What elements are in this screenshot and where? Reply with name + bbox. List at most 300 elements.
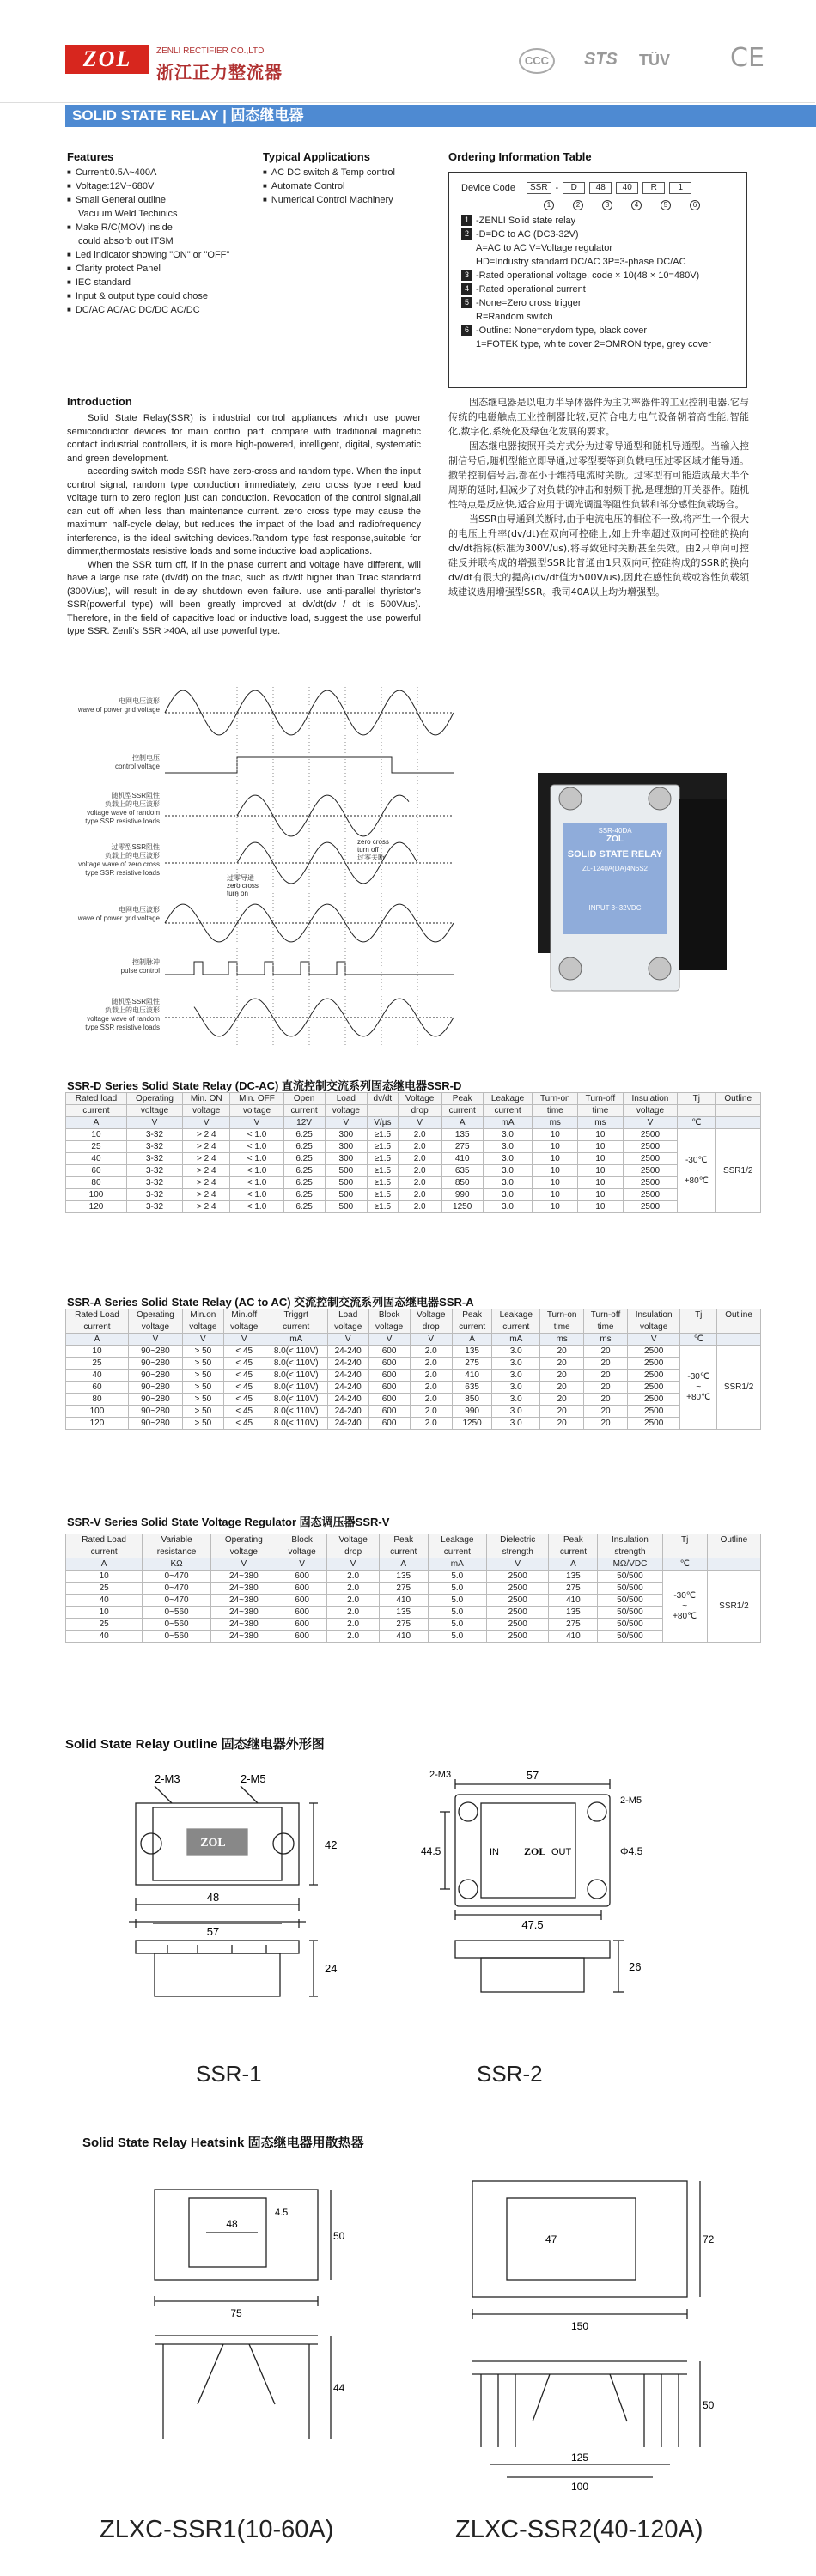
feature-item: ■ Make R/C(MOV) inside [67,221,239,234]
svg-text:100: 100 [570,2481,589,2493]
table-header-cell: Min. ON [183,1093,230,1105]
outline-title: Solid State Relay Outline 固态继电器外形图 [65,1737,325,1752]
table-cell: 2.0 [327,1619,379,1631]
svg-text:75: 75 [230,2307,242,2319]
table-header-cell: Operating [210,1534,277,1546]
table-header-cell: Turn-on [540,1309,584,1321]
table-cell: 2.0 [410,1406,452,1418]
svg-text:SOLID STATE RELAY: SOLID STATE RELAY [567,849,663,860]
svg-text:47: 47 [545,2233,557,2245]
table-unit-cell: A [452,1334,491,1346]
table-cell: 10 [578,1189,624,1201]
table-cell: 0~560 [143,1631,211,1643]
table-unit-cell [717,1334,761,1346]
heatsink1-drawing [137,2164,344,2499]
table-cell: 24~380 [210,1631,277,1643]
svg-text:57: 57 [526,1769,539,1782]
tj-value: -30℃ [685,1155,708,1165]
ordering-line [461,283,740,296]
table-unit-row [66,1558,761,1571]
table-header-cell [716,1105,761,1117]
table-header-cell: Voltage [327,1534,379,1546]
table-cell: 2500 [623,1153,678,1165]
table-row [66,1141,761,1153]
table-cell: 90~280 [128,1406,182,1418]
table-cell: 24~380 [210,1595,277,1607]
feature-item: ■ Current:0.5A~400A [67,166,239,179]
code-part: 1 [669,182,691,194]
code-part: R [642,182,665,194]
table-row [66,1370,761,1382]
ordering-line-number: 4 [461,283,472,295]
intro-text [67,412,421,639]
table-cell: 300 [325,1153,368,1165]
table-cell: 90~280 [128,1418,182,1430]
table-cell: 2500 [486,1607,549,1619]
table-row [66,1619,761,1631]
table-header-cell [678,1105,716,1117]
ce-cert-icon: CE [730,43,764,73]
table-unit-cell: A [66,1117,127,1129]
table-cell: 3.0 [483,1201,533,1213]
ordering-line [461,214,740,228]
table-cell: 10 [578,1165,624,1177]
table-cell: 635 [441,1165,483,1177]
table-cell: 2500 [627,1382,680,1394]
table-header-cell: drop [327,1546,379,1558]
table-header-cell: Dielectric [486,1534,549,1546]
table-cell: 3.0 [483,1129,533,1141]
ssr-d-table [65,1092,761,1213]
table-cell: 2500 [627,1418,680,1430]
svg-text:2-M5: 2-M5 [620,1795,642,1806]
waveform-diagram [65,687,460,1065]
table-header-cell: current [66,1321,129,1334]
ordering-line-text: -D=DC to AC (DC3-32V) [476,229,579,240]
table-cell: 0~470 [143,1595,211,1607]
table-cell: 20 [540,1418,584,1430]
table-cell: < 1.0 [230,1189,283,1201]
table-cell: 600 [368,1358,410,1370]
table-cell: 10 [578,1201,624,1213]
table-cell: 8.0(< 110V) [265,1358,327,1370]
table-cell: > 2.4 [183,1189,230,1201]
table-unit-cell: ℃ [680,1334,717,1346]
table-cell: 2500 [623,1141,678,1153]
table-cell: 5.0 [428,1583,486,1595]
intro-paragraph: according switch mode SSR have zero-cross and random type. When the input control signal, random type conduction immediately, zero cross type need load voltage turn to zero region just can conduction. Revocation of the control signal,all can cut off when less than maintenance current. zero cross type may cause the maximum half-cycle delay, but reduces the impact of the load and radiofrequency interference, is the ideal switching devices.Random type fast response,suitable for dimmer,thermostats resistive loads and some inductive load applications. [67,466,421,556]
code-part: SSR [527,182,551,194]
table-cell: 24-240 [327,1406,368,1418]
table-cell: 2500 [627,1394,680,1406]
ordering-line-text: -Outline: None=crydom type, black cover [476,325,648,336]
table-d-title: SSR-D Series Solid State Relay (DC-AC) 直流控制交流系列固态继电器SSR-D [67,1079,462,1092]
svg-text:4.5: 4.5 [275,2208,289,2218]
table-cell: 2.0 [410,1418,452,1430]
table-cell: ≥1.5 [368,1189,398,1201]
table-cell: < 1.0 [230,1129,283,1141]
table-unit-cell: A [66,1334,129,1346]
table-cell: 990 [441,1189,483,1201]
table-cell: 600 [368,1418,410,1430]
tj-cell [678,1129,716,1213]
table-cell: 25 [66,1141,127,1153]
table-cell: > 2.4 [183,1153,230,1165]
table-unit-cell: ms [533,1117,578,1129]
table-cell: 410 [549,1595,598,1607]
table-header-cell [717,1321,761,1334]
table-cell: > 50 [182,1358,223,1370]
table-cell: 6.25 [283,1189,325,1201]
table-header-row [66,1534,761,1546]
table-unit-cell: mA [428,1558,486,1571]
table-cell: 24-240 [327,1358,368,1370]
table-cell: 410 [549,1631,598,1643]
table-header-cell: drop [398,1105,441,1117]
table-cell: 100 [66,1406,129,1418]
svg-text:24: 24 [325,1962,338,1975]
table-cell: 2500 [486,1595,549,1607]
heatsink-title: Solid State Relay Heatsink 固态继电器用散热器 [82,2136,364,2150]
table-unit-row [66,1117,761,1129]
svg-text:42: 42 [325,1838,338,1851]
table-header-cell: Min. OFF [230,1093,283,1105]
table-row [66,1583,761,1595]
table-cell: 3.0 [483,1165,533,1177]
table-cell: 1250 [452,1418,491,1430]
table-row [66,1382,761,1394]
table-header-cell: Tj [662,1534,707,1546]
table-header-cell: Leakage [428,1534,486,1546]
table-cell: 40 [66,1595,143,1607]
table-cell: 50/500 [598,1571,662,1583]
table-cell: 135 [452,1346,491,1358]
table-cell: 20 [540,1382,584,1394]
table-cell: 600 [277,1595,327,1607]
table-unit-cell: V [398,1117,441,1129]
table-header-cell [662,1546,707,1558]
table-cell: 135 [549,1571,598,1583]
table-cell: > 2.4 [183,1165,230,1177]
table-cell: 10 [533,1141,578,1153]
table-cell: > 50 [182,1370,223,1382]
svg-text:INPUT 3~32VDC: INPUT 3~32VDC [588,904,642,912]
table-cell: ≥1.5 [368,1201,398,1213]
table-cell: 24~380 [210,1571,277,1583]
table-cell: 3.0 [483,1177,533,1189]
table-cell: 500 [325,1201,368,1213]
table-cell: 2500 [627,1370,680,1382]
table-cell: 3-32 [126,1189,182,1201]
table-header-cell: Operating [128,1309,182,1321]
table-cell: < 45 [223,1418,265,1430]
table-cell: > 50 [182,1346,223,1358]
table-unit-cell: V [325,1117,368,1129]
table-cell: 25 [66,1358,129,1370]
ordering-line-sub: 1=FOTEK type, white cover 2=OMRON type, grey cover [476,339,711,349]
table-header-cell: current [441,1105,483,1117]
table-cell: 24~380 [210,1607,277,1619]
table-cell: 275 [379,1583,428,1595]
table-cell: 990 [452,1406,491,1418]
ssr1-drawing [103,1760,361,2044]
table-cell: 3-32 [126,1129,182,1141]
table-cell: 20 [540,1358,584,1370]
applications-title: Typical Applications [263,150,370,163]
code-number: 1 [544,200,554,210]
svg-text:IN: IN [490,1847,499,1857]
table-cell: 3.0 [492,1346,540,1358]
table-row [66,1607,761,1619]
table-row [66,1129,761,1141]
table-header-cell: Peak [379,1534,428,1546]
table-unit-cell: V [627,1334,680,1346]
table-cell: 2.0 [327,1595,379,1607]
table-cell: < 45 [223,1406,265,1418]
svg-text:48: 48 [226,2218,238,2230]
table-unit-cell: V [128,1334,182,1346]
table-cell: 2500 [627,1406,680,1418]
table-cell: 90~280 [128,1370,182,1382]
code-part: 48 [589,182,612,194]
table-header-cell: Turn-off [584,1309,628,1321]
ordering-line-number: 2 [461,228,472,240]
table-cell: 3.0 [492,1358,540,1370]
table-cell: 60 [66,1165,127,1177]
table-cell: 3.0 [492,1418,540,1430]
table-cell: 10 [533,1177,578,1189]
table-header-cell: resistance [143,1546,211,1558]
table-cell: 20 [584,1382,628,1394]
table-cell: 275 [549,1619,598,1631]
table-cell: 6.25 [283,1165,325,1177]
table-unit-cell: ms [578,1117,624,1129]
table-row [66,1165,761,1177]
table-cell: 20 [540,1406,584,1418]
ordering-line-text: -Rated operational current [476,284,586,295]
table-cell: 60 [66,1382,129,1394]
table-row [66,1394,761,1406]
table-row [66,1201,761,1213]
table-cell: 3-32 [126,1165,182,1177]
table-cell: 0~560 [143,1619,211,1631]
table-header-row [66,1546,761,1558]
table-cell: ≥1.5 [368,1141,398,1153]
svg-text:ZL-1240A(DA)4N6S2: ZL-1240A(DA)4N6S2 [582,865,649,872]
table-cell: 135 [441,1129,483,1141]
wave-label-zero: 过零型SSR阻性 负载上的电压波形 voltage wave of zero cross type SSR resistive loads [78,843,160,877]
heatsink1-caption: ZLXC-SSR1(10-60A) [100,2516,334,2543]
tj-cell [662,1571,707,1643]
table-header-cell: Peak [549,1534,598,1546]
table-cell: 635 [452,1382,491,1394]
table-header-cell: Tj [680,1309,717,1321]
table-cell: 10 [578,1141,624,1153]
table-unit-row [66,1334,761,1346]
table-cell: 2.0 [398,1129,441,1141]
table-header-cell: voltage [368,1321,410,1334]
tj-value: +80℃ [686,1392,711,1402]
table-cell: 275 [441,1141,483,1153]
table-row [66,1595,761,1607]
table-cell: 2500 [623,1165,678,1177]
ordering-line [461,269,740,283]
outline-cell: SSR1/2 [716,1129,761,1213]
svg-text:72: 72 [703,2233,715,2245]
table-unit-cell: V [183,1117,230,1129]
table-cell: 1250 [441,1201,483,1213]
table-header-cell: current [283,1105,325,1117]
ordering-line-text: -ZENLI Solid state relay [476,216,576,226]
table-header-cell: Rated Load [66,1534,143,1546]
table-unit-cell: V [277,1558,327,1571]
table-cell: 10 [66,1129,127,1141]
svg-text:ZOL: ZOL [200,1837,226,1850]
table-cell: 2500 [623,1129,678,1141]
table-cell: 10 [533,1189,578,1201]
svg-text:47.5: 47.5 [521,1918,544,1931]
table-header-cell: Leakage [483,1093,533,1105]
table-cell: 90~280 [128,1346,182,1358]
table-header-cell [680,1321,717,1334]
table-cell: 25 [66,1583,143,1595]
table-cell: 20 [540,1394,584,1406]
svg-text:SSR-40DA: SSR-40DA [598,827,632,835]
tj-value: ~ [693,1165,699,1176]
table-unit-cell: V [368,1334,410,1346]
wave-label-grid: 电网电压波形 wave of power grid voltage [77,697,160,714]
ssr-v-table [65,1534,761,1643]
table-header-cell: current [66,1546,143,1558]
table-cell: 50/500 [598,1607,662,1619]
ordering-line-text: -Rated operational voltage, code × 10(48 × 10=480V) [476,270,700,281]
table-header-cell: voltage [327,1321,368,1334]
code-number: 4 [631,200,642,210]
intro-title: Introduction [67,395,132,408]
table-unit-cell: ℃ [678,1117,716,1129]
table-header-cell: voltage [182,1321,223,1334]
feature-item: ■ Input & output type could chose [67,289,239,303]
table-cell: < 1.0 [230,1165,283,1177]
table-cell: 2500 [486,1571,549,1583]
table-header-cell: Rated Load [66,1309,129,1321]
table-cell: 600 [277,1619,327,1631]
table-row [66,1189,761,1201]
tuv-cert-icon: TÜV [639,52,670,69]
intro-cn-paragraph: 固态继电器是以电力半导体器件为主功率器件的工业控制电器,它与传统的电磁触点工业控制器比较,更符合电力电气设备朝着高性能,智能化,数字化,系统化及绿色化发展的要求。 [448,397,749,437]
table-cell: 2.0 [410,1358,452,1370]
table-unit-cell: KΩ [143,1558,211,1571]
table-cell: 20 [584,1394,628,1406]
table-header-cell: Min.on [182,1309,223,1321]
ordering-line [461,296,740,324]
company-logo: ZOL [65,45,149,74]
table-cell: 135 [549,1607,598,1619]
table-cell: 600 [368,1394,410,1406]
intro-paragraph: When the SSR turn off, if in the phase current and voltage have different, will have a large rise rate (dv/dt) on the triac, such as dv/dt higher than Triac standatrd (300V/us), will result in delay shutdown even failure. use anti-parallel thyristor's SSR(powerful type) will been greatly improved at dv/dt(dv / dt is 500V/us). Therefore, in the field of capacitive load or inductive load, suggest the use powerful type SSR. Zenli's SSR >40A, all use powerful type. [67,559,421,636]
table-header-cell: Min.off [223,1309,265,1321]
table-cell: 2500 [623,1189,678,1201]
table-header-cell: strength [486,1546,549,1558]
table-cell: 300 [325,1129,368,1141]
table-cell: 10 [66,1346,129,1358]
table-cell: > 2.4 [183,1177,230,1189]
table-cell: ≥1.5 [368,1165,398,1177]
heatsink2-caption: ZLXC-SSR2(40-120A) [455,2516,703,2543]
svg-text:125: 125 [570,2451,589,2464]
table-cell: 3.0 [492,1370,540,1382]
outline-cell: SSR1/2 [717,1346,761,1430]
table-header-cell: time [533,1105,578,1117]
svg-text:48: 48 [206,1891,220,1904]
table-cell: 40 [66,1153,127,1165]
table-cell: 80 [66,1394,129,1406]
table-cell: 2.0 [327,1631,379,1643]
table-cell: 6.25 [283,1177,325,1189]
tj-cell [680,1346,717,1430]
table-header-cell: time [578,1105,624,1117]
table-header-cell: Leakage [492,1309,540,1321]
table-cell: 3.0 [483,1141,533,1153]
feature-item: could absorb out ITSM [78,236,174,246]
table-header-row [66,1093,761,1105]
ordering-code-box [448,172,747,388]
intro-paragraph: Solid State Relay(SSR) is industrial control appliances which use power semiconductor devices for main control part, compare with traditional magnetic contact industrial controllers, it is more high-powered, intelligent, digital, systematic and green development. [67,413,421,464]
code-number: 5 [661,200,671,210]
table-cell: 20 [584,1406,628,1418]
ordering-line-number: 6 [461,325,472,336]
table-row [66,1358,761,1370]
table-unit-cell: V [126,1117,182,1129]
ssr-product-image [503,747,739,996]
annot-zero-cross-off: zero cross turn off 过零关断 [357,838,389,861]
table-cell: 5.0 [428,1595,486,1607]
table-cell: 2.0 [398,1153,441,1165]
table-header-cell: Outline [716,1093,761,1105]
table-cell: < 45 [223,1370,265,1382]
table-cell: 90~280 [128,1382,182,1394]
table-header-cell: Turn-on [533,1093,578,1105]
table-cell: > 50 [182,1394,223,1406]
tj-value: -30℃ [687,1371,710,1382]
company-name-en: ZENLI RECTIFIER CO.,LTD [156,46,265,56]
ordering-line [461,228,740,269]
table-cell: 600 [277,1571,327,1583]
ssr2-drawing [404,1760,679,2044]
table-cell: 5.0 [428,1619,486,1631]
wave-label-grid-2: 电网电压波形 wave of power grid voltage [77,906,160,922]
table-cell: 0~560 [143,1607,211,1619]
table-cell: 2.0 [398,1165,441,1177]
table-header-cell: current [66,1105,127,1117]
table-header-cell: current [428,1546,486,1558]
table-unit-cell: A [66,1558,143,1571]
table-unit-cell: V [327,1334,368,1346]
table-header-cell: Voltage [410,1309,452,1321]
table-unit-cell: ℃ [662,1558,707,1571]
table-cell: 8.0(< 110V) [265,1406,327,1418]
features-title: Features [67,150,114,163]
svg-text:OUT: OUT [551,1847,572,1857]
application-item: ■ AC DC switch & Temp control [263,166,435,179]
table-cell: 10 [533,1129,578,1141]
table-header-row [66,1321,761,1334]
table-header-cell: voltage [277,1546,327,1558]
table-cell: 500 [325,1189,368,1201]
table-header-cell: drop [410,1321,452,1334]
heatsink2-drawing [447,2164,722,2499]
table-unit-cell: V [327,1558,379,1571]
